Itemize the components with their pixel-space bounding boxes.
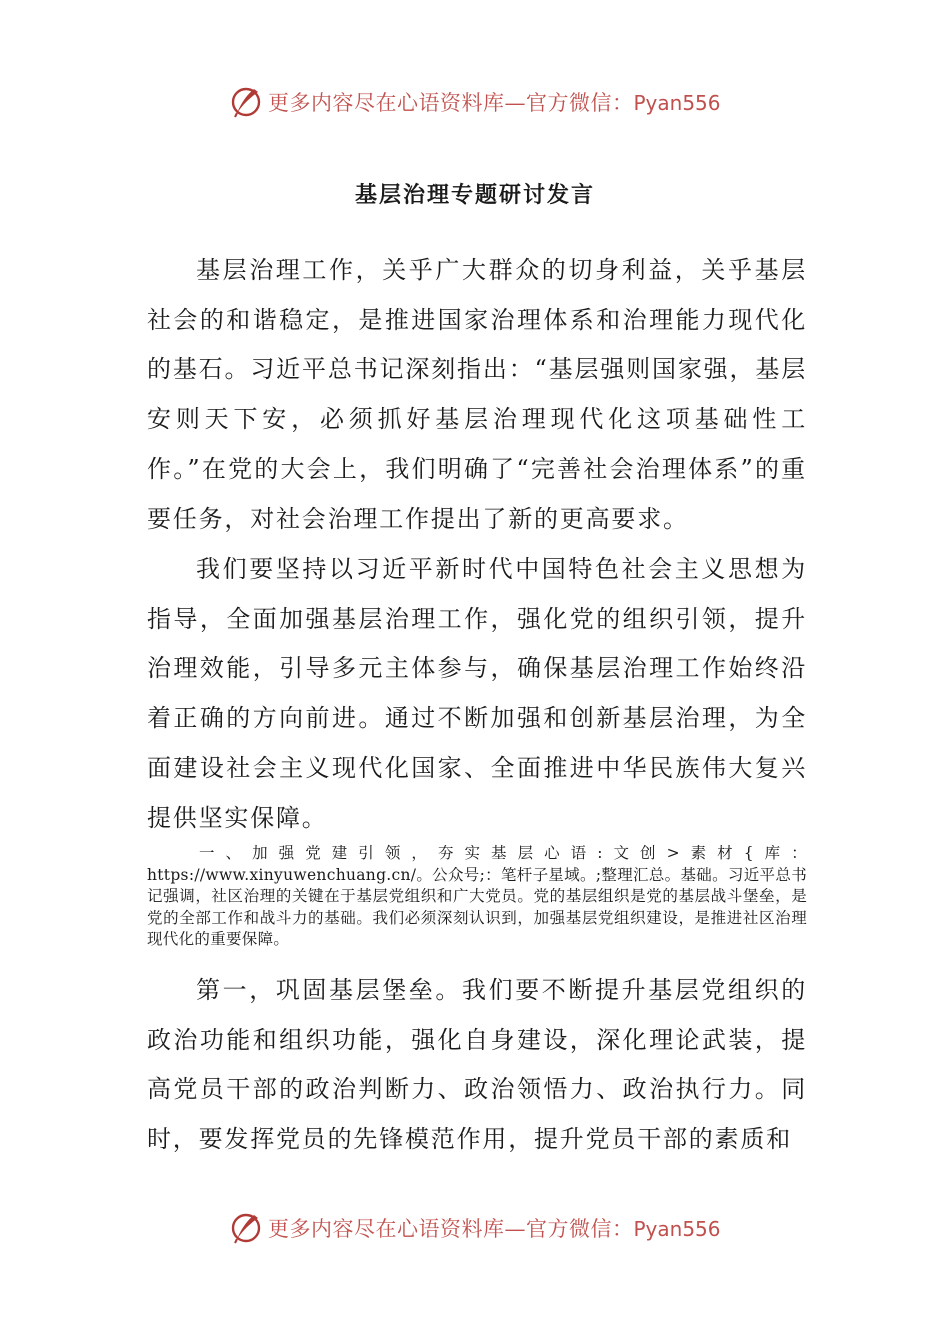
wechat-id: Pyan556 — [633, 1217, 721, 1241]
paragraph-first-point: 第一，巩固基层堡垒。我们要不断提升基层党组织的政治功能和组织功能，强化自身建设，深化理论武装，提高党员干部的政治判断力、政治领悟力、政治执行力。同时，要发挥党员的先锋模范作用，提升党员干部的素质和 — [147, 976, 807, 1154]
header-banner — [228, 82, 748, 122]
quill-logo-icon — [228, 1210, 264, 1246]
wechat-id: Pyan556 — [633, 91, 721, 115]
footer-banner — [228, 1208, 748, 1248]
header-banner-text: 更多内容尽在心语资料库—官方微信：Pyan556 — [268, 91, 721, 115]
footer-banner-text: 更多内容尽在心语资料库—官方微信：Pyan556 — [268, 1217, 721, 1241]
quill-logo-icon — [228, 84, 264, 120]
section-heading-paragraph: 一、加强党建引领，夯实基层心语:文创>素材{库：https://www.xinyuwenchuang.cn/。公众号;：笔杆子星域。;整理汇总。基础。习近平总书记强调，社区治理的关键在于基层党组织和广大党员。党的基层组织是党的基层战斗堡垒，是党的全部工作和战斗力的基础。我们必须深刻认识到，加强基层党组织建设，是推进社区治理现代化的重要保障。 — [147, 844, 807, 948]
paragraph-intro: 基层治理工作，关乎广大群众的切身利益，关乎基层社会的和谐稳定，是推进国家治理体系和治理能力现代化的基石。习近平总书记深刻指出：“基层强则国家强，基层安则天下安，必须抓好基层治理现代化这项基础性工作。”在党的大会上，我们明确了“完善社会治理体系”的重要任务，对社会治理工作提出了新的更高要求。 — [147, 256, 807, 533]
document-title: 基层治理专题研讨发言 — [354, 182, 595, 208]
paragraph-guidance: 我们要坚持以习近平新时代中国特色社会主义思想为指导，全面加强基层治理工作，强化党的组织引领，提升治理效能，引导多元主体参与，确保基层治理工作始终沿着正确的方向前进。通过不断加强和创新基层治理，为全面建设社会主义现代化国家、全面推进中华民族伟大复兴提供坚实保障。 — [147, 555, 807, 832]
